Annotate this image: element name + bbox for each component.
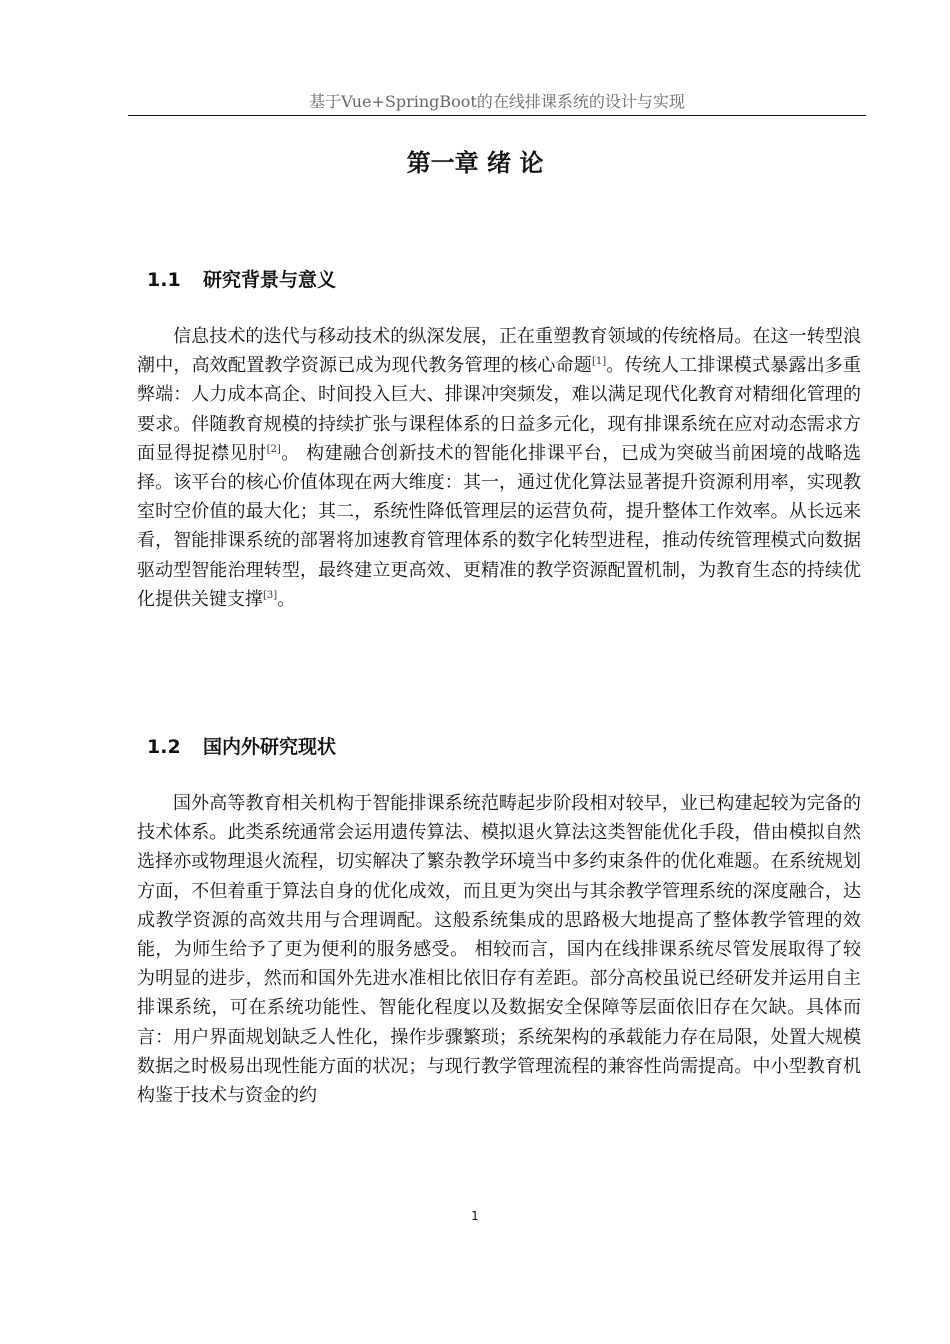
paragraph-text: 国外高等教育相关机构于智能排课系统范畴起步阶段相对较早，业已构建起较为完备的技术体系。此类系统通常会运用遗传算法、模拟退火算法这类智能优化手段，借由模拟自然选择亦或物理退火流程，切实解决了繁杂教学环境当中多约束条件的优化难题。在系统规划方面，不但着重于算法自身的优化成效，而且更为突出与其余教学管理系统的深度融合，达成教学资源的高效共用与合理调配。这般系统集成的思路极大地提高了整体教学管理的效能，为师生给予了更为便利的服务感受。 相较而言，国内在线排课系统尽管发展取得了较为明显的进步，然而和国外先进水准相比依旧存有差距。部分高校虽说已经研发并运用自主排课系统，可在系统功能性、智能化程度以及数据安全保障等层面依旧存在欠缺。具体而言：用户界面规划缺乏人性化，操作步骤繁琐；系统架构的承载能力存在局限，处置大规模数据之时极易出现性能方面的状况；与现行教学管理流程的兼容性尚需提高。中小型教育机构鉴于技术与资金的约	[137, 793, 861, 1107]
section-title: 国内外研究现状	[203, 736, 337, 758]
page-number: 1	[471, 1209, 479, 1223]
citation-marker: [2]	[266, 443, 281, 455]
section-1-2-paragraph	[137, 789, 861, 1110]
section-title: 研究背景与意义	[203, 269, 337, 291]
section-heading-1-1	[147, 266, 336, 294]
paragraph-text: 信息技术的迭代与移动技术的纵深发展，正在重塑教育领域的传统格局。在这一转型浪潮中，高效配置教学资源已成为现代教务管理的核心命题	[137, 326, 861, 377]
section-number: 1.2	[147, 736, 181, 758]
citation-marker: [3]	[263, 589, 278, 601]
paragraph-text: 。传统人工排课模式暴露出多重弊端：人力成本高企、时间投入巨大、排课冲突频发，难以满足现代化教育对精细化管理的要求。伴随教育规模的持续扩张与课程体系的日益多元化，现有排课系统在应对动态需求方面显得捉襟见肘	[137, 355, 861, 464]
running-header: 基于Vue+SpringBoot的在线排课系统的设计与实现	[309, 92, 685, 111]
chapter-title: 第一章 绪 论	[406, 149, 544, 177]
section-number: 1.1	[147, 269, 181, 291]
citation-marker: [1]	[592, 356, 607, 368]
section-1-1-paragraph	[137, 322, 861, 614]
paragraph-text: 。	[277, 588, 296, 610]
paragraph-text: 。 构建融合创新技术的智能化排课平台，已成为突破当前困境的战略选择。该平台的核心价值体现在两大维度：其一，通过优化算法显著提升资源利用率，实现教室时空价值的最大化；其二，系统性降低管理层的运营负荷，提升整体工作效率。从长远来看，智能排课系统的部署将加速教育管理体系的数字化转型进程，推动传统管理模式向数据驱动型智能治理转型，最终建立更高效、更精准的教学资源配置机制，为教育生态的持续优化提供关键支撑	[137, 442, 861, 610]
section-heading-1-2	[147, 733, 336, 761]
header-divider	[128, 115, 866, 116]
